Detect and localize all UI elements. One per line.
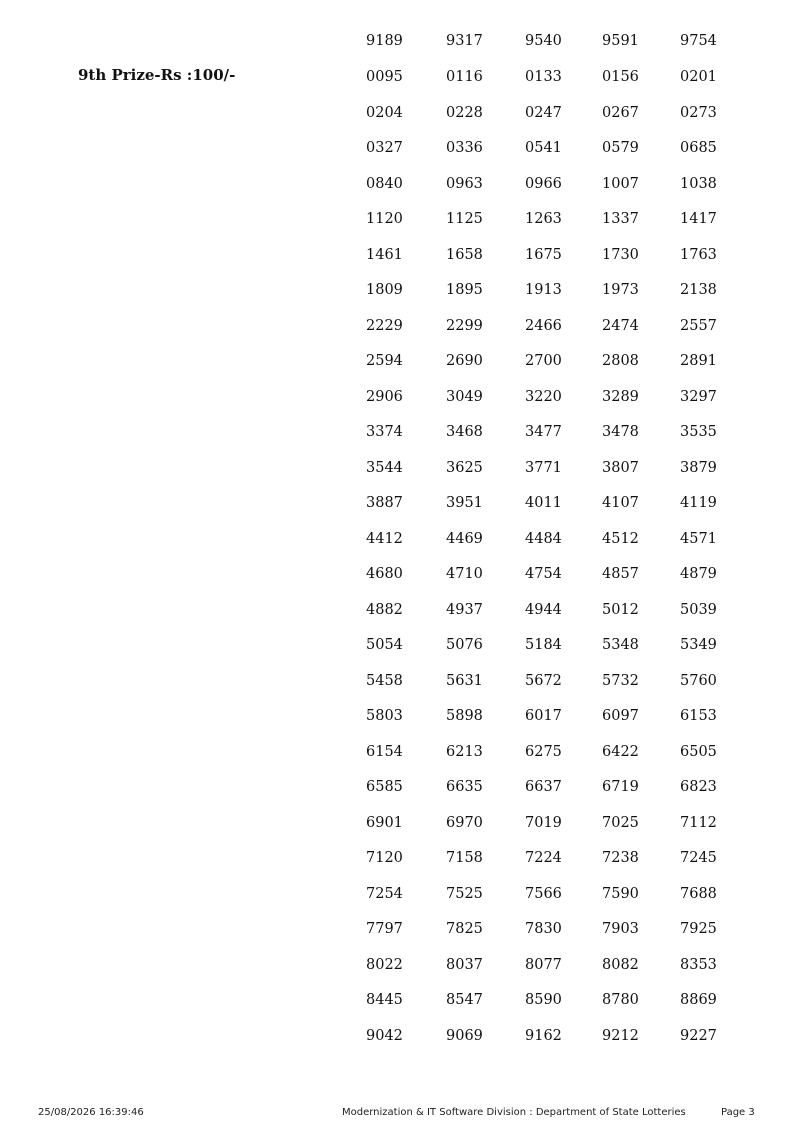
- ticket-number: 2557: [680, 317, 717, 334]
- ticket-number: 6585: [366, 779, 403, 795]
- ticket-number: 0116: [446, 69, 483, 85]
- ticket-number: 4119: [680, 495, 717, 511]
- ticket-number: 8022: [366, 956, 403, 973]
- ticket-number: 6635: [446, 779, 483, 795]
- footer-page-number: Page 3: [721, 1107, 755, 1118]
- number-row: [0, 237, 800, 273]
- ticket-number: 4469: [446, 530, 483, 547]
- ticket-number: 1337: [602, 211, 639, 227]
- number-row: [0, 592, 800, 628]
- ticket-number: 7025: [602, 814, 639, 831]
- ticket-number: 1658: [446, 246, 483, 263]
- ticket-number: 4107: [602, 495, 639, 511]
- ticket-number: 5803: [366, 708, 403, 724]
- ticket-number: 4857: [602, 566, 639, 582]
- ticket-number: 1730: [602, 246, 639, 263]
- ticket-number: 1675: [525, 246, 562, 263]
- ticket-number: 0541: [525, 140, 562, 156]
- ticket-number: 0966: [525, 175, 562, 192]
- ticket-number: 4412: [366, 530, 403, 547]
- number-row: [0, 1018, 800, 1054]
- ticket-number: 6213: [446, 743, 483, 760]
- ticket-number: 6422: [602, 743, 639, 760]
- ticket-number: 6097: [602, 708, 639, 724]
- ticket-number: 0228: [446, 104, 483, 121]
- number-row: [0, 166, 800, 202]
- ticket-number: 5184: [525, 637, 562, 653]
- ticket-number: 6637: [525, 779, 562, 795]
- ticket-number: 8037: [446, 956, 483, 973]
- ticket-number: 7112: [680, 814, 717, 831]
- number-row: [0, 308, 800, 344]
- ticket-number: 8353: [680, 956, 717, 973]
- ticket-number: 3477: [525, 424, 562, 440]
- ticket-number: 8547: [446, 992, 483, 1008]
- ticket-number: 8780: [602, 992, 639, 1008]
- ticket-number: 1417: [680, 211, 717, 227]
- ticket-number: 6719: [602, 779, 639, 795]
- number-row: [0, 59, 800, 95]
- ticket-number: 4680: [366, 566, 403, 582]
- ticket-number: 9162: [525, 1027, 562, 1044]
- ticket-number: 4011: [525, 495, 562, 511]
- ticket-number: 7566: [525, 885, 562, 902]
- ticket-number: 5458: [366, 672, 403, 689]
- ticket-number: 5760: [680, 672, 717, 689]
- ticket-number: 8445: [366, 992, 403, 1008]
- ticket-number: 7120: [366, 850, 403, 866]
- ticket-number: 4882: [366, 601, 403, 618]
- ticket-number: 9540: [525, 33, 562, 49]
- number-row: [0, 627, 800, 663]
- ticket-number: 0840: [366, 175, 403, 192]
- ticket-number: 0247: [525, 104, 562, 121]
- ticket-number: 1809: [366, 282, 403, 298]
- ticket-number: 8077: [525, 956, 562, 973]
- number-row: [0, 379, 800, 415]
- carryover-number-row: [0, 23, 800, 59]
- ticket-number: 7830: [525, 921, 562, 937]
- ticket-number: 3478: [602, 424, 639, 440]
- ticket-number: 4937: [446, 601, 483, 618]
- ticket-number: 3951: [446, 495, 483, 511]
- number-row: [0, 734, 800, 770]
- ticket-number: 2808: [602, 353, 639, 369]
- ticket-number: 4484: [525, 530, 562, 547]
- ticket-number: 3544: [366, 459, 403, 476]
- number-row: [0, 840, 800, 876]
- prize-heading: 9th Prize-Rs :100/-: [78, 66, 236, 84]
- ticket-number: 0204: [366, 104, 403, 121]
- ticket-number: 3049: [446, 388, 483, 405]
- ticket-number: 3887: [366, 495, 403, 511]
- ticket-number: 7019: [525, 814, 562, 831]
- ticket-number: 0133: [525, 69, 562, 85]
- ticket-number: 7925: [680, 921, 717, 937]
- ticket-number: 5631: [446, 672, 483, 689]
- ticket-number: 0267: [602, 104, 639, 121]
- ticket-number: 6154: [366, 743, 403, 760]
- ticket-number: 5349: [680, 637, 717, 653]
- ticket-number: 3625: [446, 459, 483, 476]
- ticket-number: 2690: [446, 353, 483, 369]
- ticket-number: 9042: [366, 1027, 403, 1044]
- footer-datetime: 25/08/2026 16:39:46: [38, 1107, 144, 1118]
- ticket-number: 7797: [366, 921, 403, 937]
- number-row: [0, 414, 800, 450]
- ticket-number: 1125: [446, 211, 483, 227]
- number-row: [0, 982, 800, 1018]
- ticket-number: 6275: [525, 743, 562, 760]
- ticket-number: 1763: [680, 246, 717, 263]
- ticket-number: 0336: [446, 140, 483, 156]
- ticket-number: 8590: [525, 992, 562, 1008]
- ticket-number: 4754: [525, 566, 562, 582]
- ticket-number: 7158: [446, 850, 483, 866]
- ticket-number: 2466: [525, 317, 562, 334]
- ticket-number: 0156: [602, 69, 639, 85]
- ticket-number: 2299: [446, 317, 483, 334]
- ticket-number: 7245: [680, 850, 717, 866]
- number-row: [0, 485, 800, 521]
- ticket-number: 5898: [446, 708, 483, 724]
- ticket-number: 0201: [680, 69, 717, 85]
- number-row: [0, 521, 800, 557]
- ticket-number: 6901: [366, 814, 403, 831]
- ticket-number: 3468: [446, 424, 483, 440]
- ticket-number: 2138: [680, 282, 717, 298]
- ticket-number: 4710: [446, 566, 483, 582]
- ticket-number: 5076: [446, 637, 483, 653]
- footer-department: Modernization & IT Software Division : Department of State Lotteries: [342, 1107, 686, 1118]
- ticket-number: 0273: [680, 104, 717, 121]
- ticket-number: 9069: [446, 1027, 483, 1044]
- ticket-number: 6823: [680, 779, 717, 795]
- number-row: [0, 556, 800, 592]
- ticket-number: 2594: [366, 353, 403, 369]
- ticket-number: 2891: [680, 353, 717, 369]
- ticket-number: 1973: [602, 282, 639, 298]
- number-row: [0, 130, 800, 166]
- ticket-number: 0327: [366, 140, 403, 156]
- ticket-number: 7825: [446, 921, 483, 937]
- ticket-number: 3771: [525, 459, 562, 476]
- ticket-number: 9754: [680, 33, 717, 49]
- ticket-number: 4571: [680, 530, 717, 547]
- ticket-number: 0963: [446, 175, 483, 192]
- ticket-number: 3374: [366, 424, 403, 440]
- ticket-number: 9591: [602, 33, 639, 49]
- ticket-number: 1038: [680, 175, 717, 192]
- number-row: [0, 201, 800, 237]
- ticket-number: 7254: [366, 885, 403, 902]
- ticket-number: 1913: [525, 282, 562, 298]
- ticket-number: 4879: [680, 566, 717, 582]
- ticket-number: 0095: [366, 69, 403, 85]
- page-footer: [0, 1105, 800, 1123]
- ticket-number: 6505: [680, 743, 717, 760]
- ticket-number: 1120: [366, 211, 403, 227]
- ticket-number: 7224: [525, 850, 562, 866]
- ticket-number: 5012: [602, 601, 639, 618]
- ticket-number: 5348: [602, 637, 639, 653]
- ticket-number: 6970: [446, 814, 483, 831]
- ticket-number: 9317: [446, 33, 483, 49]
- ticket-number: 9189: [366, 33, 403, 49]
- number-row: [0, 805, 800, 841]
- number-row: [0, 95, 800, 131]
- number-row: [0, 876, 800, 912]
- number-row: [0, 272, 800, 308]
- ticket-number: 3879: [680, 459, 717, 476]
- ticket-number: 3289: [602, 388, 639, 405]
- ticket-number: 1007: [602, 175, 639, 192]
- ticket-number: 5732: [602, 672, 639, 689]
- ticket-number: 2906: [366, 388, 403, 405]
- ticket-number: 9212: [602, 1027, 639, 1044]
- ticket-number: 1263: [525, 211, 562, 227]
- ticket-number: 2474: [602, 317, 639, 334]
- number-row: [0, 947, 800, 983]
- ticket-number: 2229: [366, 317, 403, 334]
- prize-number-grid: [0, 59, 800, 1053]
- number-row: [0, 663, 800, 699]
- ticket-number: 7525: [446, 885, 483, 902]
- ticket-number: 6153: [680, 708, 717, 724]
- ticket-number: 9227: [680, 1027, 717, 1044]
- ticket-number: 5039: [680, 601, 717, 618]
- ticket-number: 3297: [680, 388, 717, 405]
- ticket-number: 7903: [602, 921, 639, 937]
- ticket-number: 3535: [680, 424, 717, 440]
- ticket-number: 8082: [602, 956, 639, 973]
- number-row: [0, 343, 800, 379]
- ticket-number: 2700: [525, 353, 562, 369]
- ticket-number: 1461: [366, 246, 403, 263]
- ticket-number: 1895: [446, 282, 483, 298]
- number-row: [0, 698, 800, 734]
- ticket-number: 7590: [602, 885, 639, 902]
- ticket-number: 0579: [602, 140, 639, 156]
- number-row: [0, 769, 800, 805]
- number-row: [0, 450, 800, 486]
- ticket-number: 4512: [602, 530, 639, 547]
- ticket-number: 7238: [602, 850, 639, 866]
- ticket-number: 8869: [680, 992, 717, 1008]
- ticket-number: 3807: [602, 459, 639, 476]
- ticket-number: 7688: [680, 885, 717, 902]
- ticket-number: 6017: [525, 708, 562, 724]
- ticket-number: 4944: [525, 601, 562, 618]
- ticket-number: 5672: [525, 672, 562, 689]
- ticket-number: 3220: [525, 388, 562, 405]
- ticket-number: 0685: [680, 140, 717, 156]
- number-row: [0, 911, 800, 947]
- ticket-number: 5054: [366, 637, 403, 653]
